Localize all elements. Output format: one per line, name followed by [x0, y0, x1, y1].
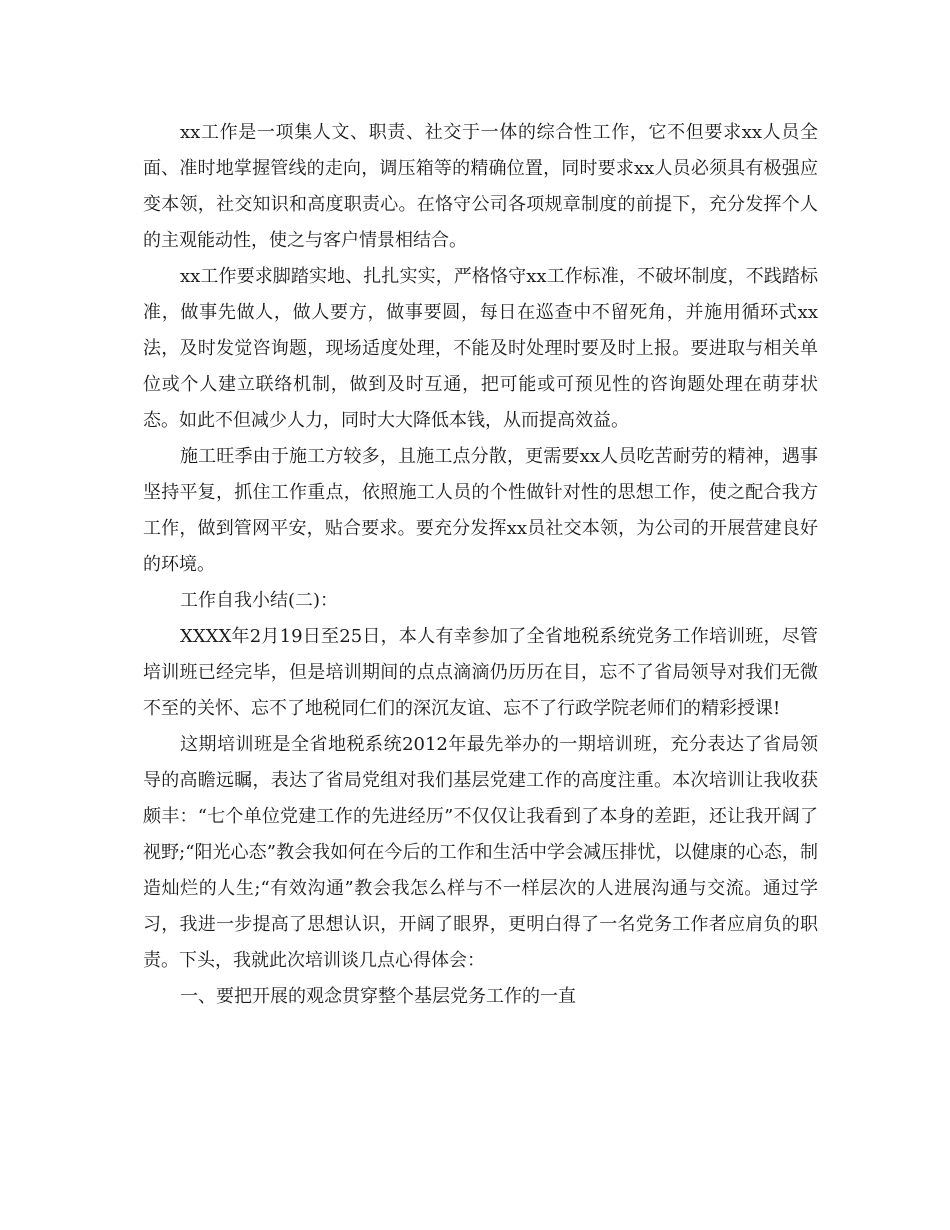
section-heading: 工作自我小结(二)： — [180, 590, 339, 611]
paragraph-4: XXXX年2月19日至25日，本人有幸参加了全省地税系统党务工作培训班，尽管培训班已经完毕，但是培训期间的点点滴滴仍历历在目，忘不了省局领导对我们无微不至的关怀、忘不了地税同仁们的深沉友谊、忘不了行政学院老师们的精彩授课! — [143, 626, 818, 719]
paragraph-5: 这期培训班是全省地税系统2012年最先举办的一期培训班，充分表达了省局领导的高瞻远瞩，表达了省局党组对我们基层党建工作的高度注重。本次培训让我收获颇丰：“七个单位党建工作的先进经历”不仅仅让我看到了本身的差距，还让我开阔了视野;“阳光心态”教会我如何在今后的工作和生活中学会减压排忧，以健康的心态，制造灿烂的人生;“有效沟通”教会我怎么样与不一样层次的人进展沟通与交流。通过学习，我进一步提高了思想认识，开阔了眼界，更明白得了一名党务工作者应肩负的职责。下头，我就此次培训谈几点心得体会： — [143, 734, 818, 971]
document-body — [143, 115, 818, 1015]
paragraph-2: xx工作要求脚踏实地、扎扎实实，严格恪守xx工作标准，不破坏制度，不践踏标准，做事先做人，做人要方，做事要圆，每日在巡查中不留死角，并施用循环式xx法，及时发觉咨询题，现场适度处理，不能及时处理时要及时上报。要进取与相关单位或个人建立联络机制，做到及时互通，把可能或可预见性的咨询题处理在萌芽状态。如此不但减少人力，同时大大降低本钱，从而提高效益。 — [143, 266, 818, 431]
paragraph-1: xx工作是一项集人文、职责、社交于一体的综合性工作，它不但要求xx人员全面、准时地掌握管线的走向，调压箱等的精确位置，同时要求xx人员必须具有极强应变本领，社交知识和高度职责心。在恪守公司各项规章制度的前提下，充分发挥个人的主观能动性，使之与客户情景相结合。 — [143, 122, 818, 251]
paragraph-3: 施工旺季由于施工方较多，且施工点分散，更需要xx人员吃苦耐劳的精神，遇事坚持平复，抓住工作重点，依照施工人员的个性做针对性的思想工作，使之配合我方工作，做到管网平安，贴合要求。要充分发挥xx员社交本领，为公司的开展营建良好的环境。 — [143, 446, 818, 575]
paragraph-6: 一、要把开展的观念贯穿整个基层党务工作的一直 — [180, 986, 576, 1007]
